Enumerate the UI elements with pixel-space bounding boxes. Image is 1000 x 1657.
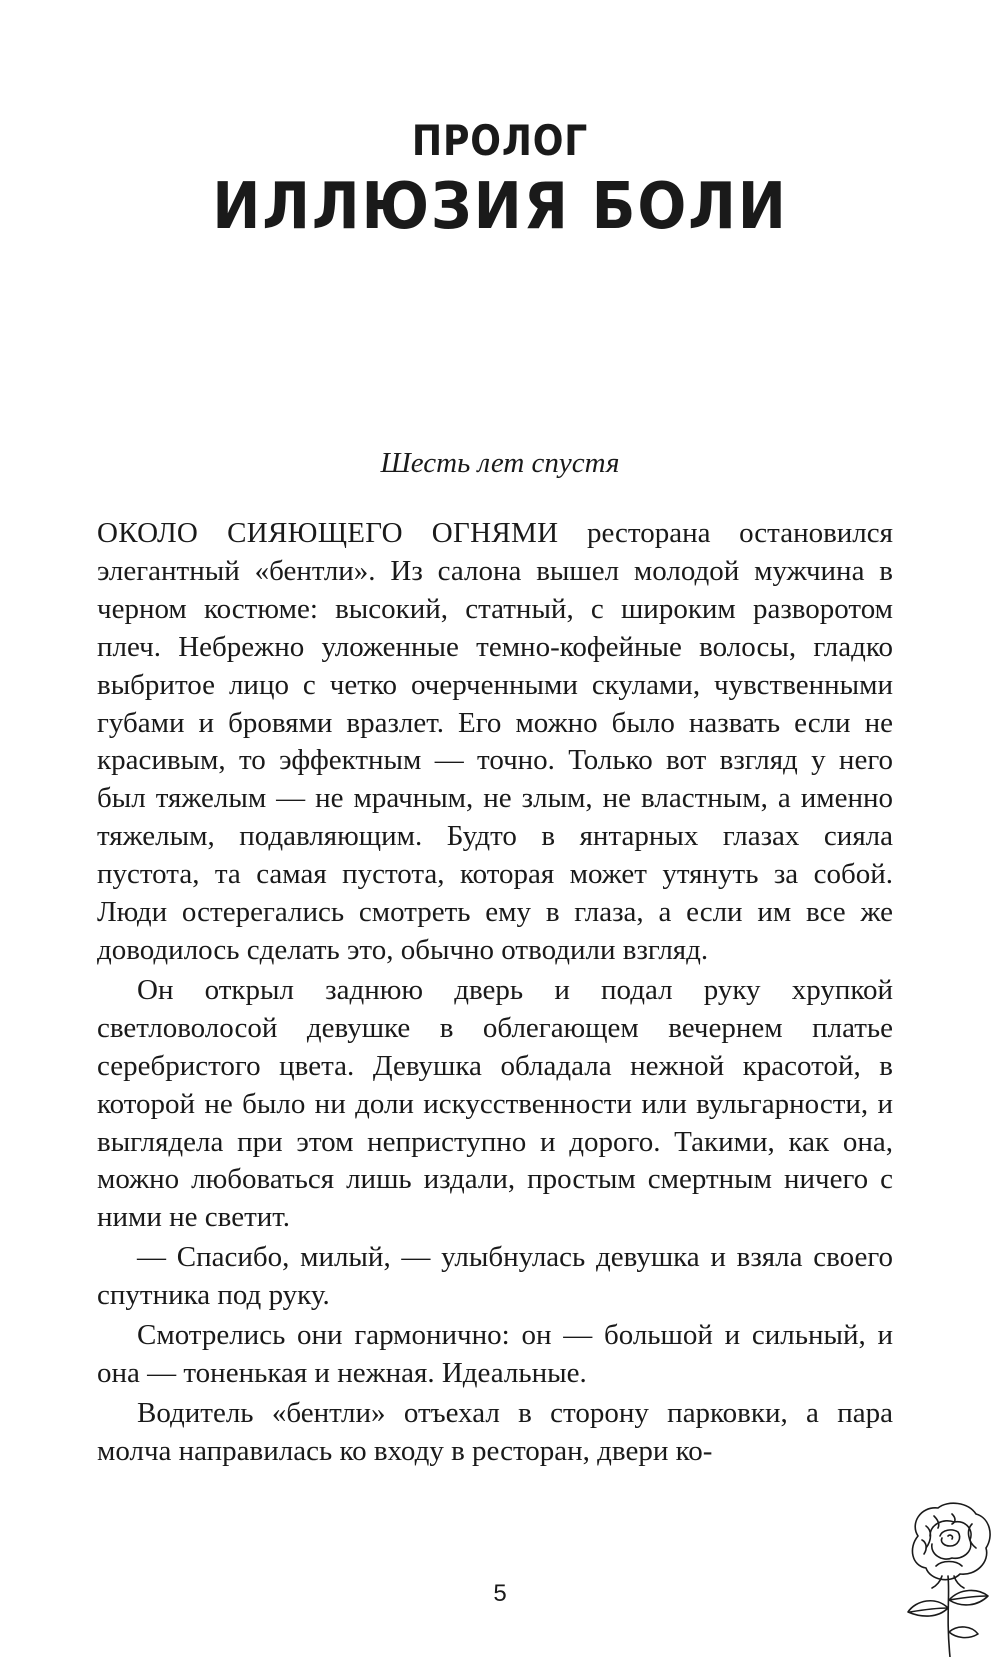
paragraph-1-rest: ресторана остановился элегантный «бентли». Из салона вышел молодой мужчина в черном костюме: высокий, статный, с широким разворотом плеч. Небрежно уложенные темно-кофейные волосы, гладко выбритое лицо с четко очерченными скулами, чувственными губами и бровями вразлет. Его можно было назвать если не красивым, то эффектным — точно. Только вот взгляд у него был тяжелым — не мрачным, не злым, не властным, а именно тяжелым, подавляющим. Будто в янтарных глазах сияла пустота, та самая пустота, которая может утянуть за собой. Люди остерегались смотреть ему в глаза, а если им все же доводилось сделать это, обычно отводили взгляд. [97, 517, 893, 966]
chapter-label: ПРОЛОГ [411, 116, 589, 165]
paragraph-4: Смотрелись они гармонично: он — большой и сильный, и она — тоненькая и нежная. Идеальные. [97, 1319, 893, 1389]
chapter-heading [0, 118, 1000, 243]
paragraph-1-caps: ОКОЛО СИЯЮЩЕГО ОГНЯМИ [97, 517, 559, 549]
rose-icon [896, 1496, 1000, 1657]
paragraph-3: — Спасибо, милый, — улыбнулась девушка и взяла своего спутника под руку. [97, 1241, 893, 1312]
page-number: 5 [493, 1580, 507, 1607]
paragraph-1 [97, 515, 893, 970]
body-text [97, 515, 893, 1471]
epigraph: Шесть лет спустя [380, 447, 620, 479]
chapter-title: ИЛЛЮЗИЯ БОЛИ [212, 170, 788, 245]
paragraph-2: Он открыл заднюю дверь и подал руку хрупкой светловолосой девушке в облегающем вечернем платье серебристого цвета. Девушка обладала нежной красотой, в которой не было ни доли искусственности или вульгарности, и выглядела при этом неприступно и дорого. Такими, как она, можно любоваться лишь издали, простым смертным ничего с ними не светит. [97, 973, 893, 1234]
paragraph-5: Водитель «бентли» отъехал в сторону парковки, а пара молча направилась ко входу в ресторан, двери ко- [97, 1396, 893, 1467]
